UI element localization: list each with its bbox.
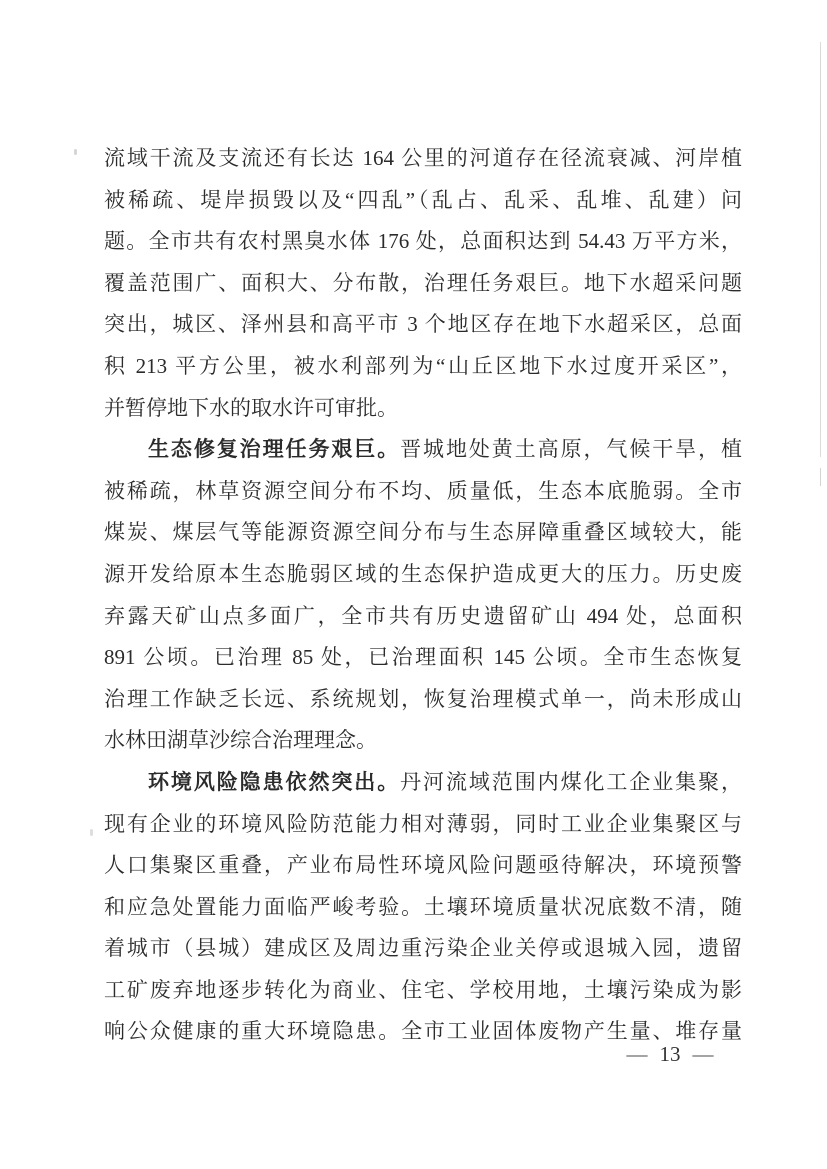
- text-segment: 积 213 平方公里，被水利部列为“山丘区地下水过度开采区”，: [104, 353, 742, 378]
- text-line: [104, 928, 742, 970]
- document-body: [104, 138, 742, 1053]
- footer-dash-left: —: [626, 1042, 648, 1066]
- text-line: [104, 845, 742, 887]
- text-line: [104, 554, 742, 596]
- text-segment: 源开发给原本生态脆弱区域的生态保护造成更大的压力。历史废: [104, 561, 742, 586]
- text-segment: 水林田湖草沙综合治理理念。: [104, 728, 377, 753]
- text-segment: 煤炭、煤层气等能源资源空间分布与生态屏障重叠区域较大，能: [104, 520, 742, 545]
- text-segment: 弃露天矿山点多面广，全市共有历史遗留矿山 494 处，总面积: [104, 603, 742, 628]
- text-segment: 被稀疏，林草资源空间分布不均、质量低，生态本底脆弱。全市: [104, 478, 742, 503]
- scan-artifact-speck: [90, 829, 93, 836]
- text-line: [104, 512, 742, 554]
- page-footer: [618, 1042, 722, 1067]
- text-line: [104, 388, 742, 430]
- text-line: [104, 596, 742, 638]
- scan-artifact-speck: [74, 149, 77, 155]
- text-line: [104, 346, 742, 388]
- text-line: [104, 429, 742, 471]
- text-segment: 和应急处置能力面临严峻考验。土壤环境质量状况底数不清，随: [104, 894, 742, 919]
- text-line: [104, 720, 742, 762]
- scan-artifact-line: [820, 42, 821, 457]
- text-segment: 被稀疏、堤岸损毁以及“四乱”（乱占、乱采、乱堆、乱建）问: [104, 187, 742, 212]
- text-line: [104, 221, 742, 263]
- footer-dash-right: —: [692, 1042, 714, 1066]
- text-segment: 晋城地处黄土高原，气候干旱，植: [400, 437, 742, 462]
- text-segment: 并暂停地下水的取水许可审批。: [104, 395, 398, 420]
- text-segment: 着城市（县城）建成区及周边重污染企业关停或退城入园，遗留: [104, 936, 742, 961]
- text-segment: 突出，城区、泽州县和高平市 3 个地区存在地下水超采区，总面: [104, 312, 742, 337]
- text-segment: 覆盖范围广、面积大、分布散，治理任务艰巨。地下水超采问题: [104, 270, 742, 295]
- text-line: [104, 471, 742, 513]
- text-line: [104, 804, 742, 846]
- text-line: [104, 263, 742, 305]
- text-segment: 流域干流及支流还有长达 164 公里的河道存在径流衰减、河岸植: [104, 146, 742, 170]
- scan-artifact-line: [820, 468, 821, 486]
- bold-heading: 生态修复治理任务艰巨。: [148, 437, 401, 462]
- bold-heading: 环境风险隐患依然突出。: [148, 769, 401, 794]
- text-line: [104, 679, 742, 721]
- text-segment: 891 公顷。已治理 85 处，已治理面积 145 公顷。全市生态恢复: [104, 645, 742, 670]
- text-line: [104, 637, 742, 679]
- text-segment: 人口集聚区重叠，产业布局性环境风险问题亟待解决，环境预警: [104, 853, 742, 878]
- text-line: [104, 180, 742, 222]
- text-segment: 工矿废弃地逐步转化为商业、住宅、学校用地，土壤污染成为影: [104, 977, 742, 1002]
- text-segment: 响公众健康的重大环境隐患。全市工业固体废物产生量、堆存量: [104, 1019, 742, 1044]
- text-line: [104, 138, 742, 180]
- text-line: [104, 304, 742, 346]
- text-segment: 题。全市共有农村黑臭水体 176 处，总面积达到 54.43 万平方米，: [104, 229, 742, 254]
- text-line: [104, 970, 742, 1012]
- text-line: [104, 762, 742, 804]
- text-line: [104, 887, 742, 929]
- page-number: 13: [659, 1042, 681, 1066]
- text-segment: 治理工作缺乏长远、系统规划，恢复治理模式单一，尚未形成山: [104, 686, 742, 711]
- text-segment: 现有企业的环境风险防范能力相对薄弱，同时工业企业集聚区与: [104, 811, 742, 836]
- text-segment: 丹河流域范围内煤化工企业集聚，: [400, 769, 742, 794]
